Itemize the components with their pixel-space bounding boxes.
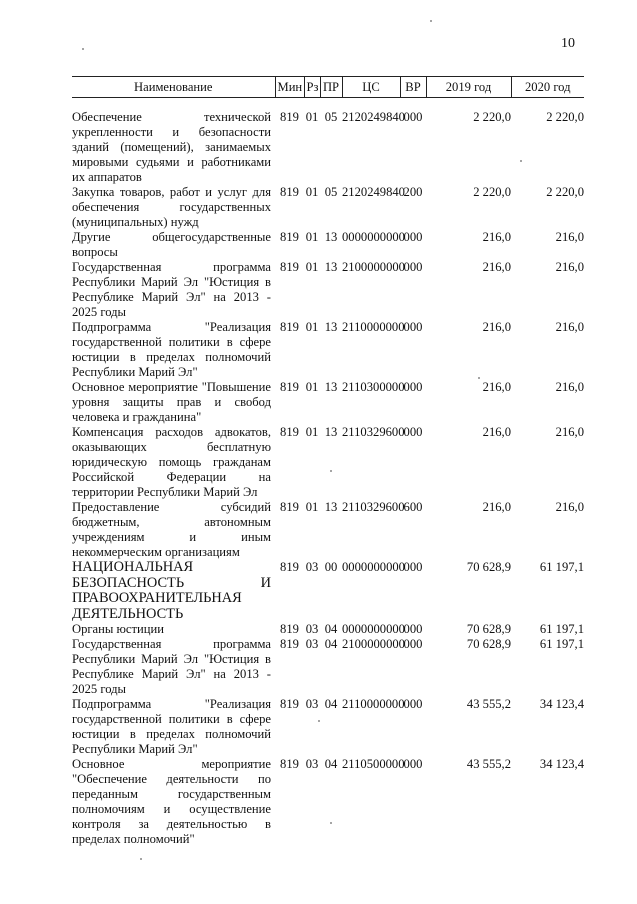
- cell-rz: 03: [305, 637, 319, 651]
- cell-name: Закупка товаров, работ и услуг для обеспечения государственных (муниципальных) нужд: [72, 185, 271, 229]
- cell-rz: 01: [305, 425, 319, 439]
- cell-min: 819: [280, 757, 299, 771]
- cell-name: НАЦИОНАЛЬНАЯ БЕЗОПАСНОСТЬ И ПРАВООХРАНИТЕЛЬНАЯ ДЕЯТЕЛЬНОСТЬ: [72, 559, 271, 622]
- table-row: [72, 500, 584, 560]
- header-name: Наименование: [72, 77, 275, 98]
- cell-pr: 13: [324, 380, 338, 394]
- cell-vr: 000: [403, 697, 423, 711]
- cell-cs: 2110000000: [342, 697, 405, 711]
- cell-name: Предоставление субсидий бюджетным, автономным учреждениям и иным некоммерческим организациям: [72, 500, 271, 559]
- cell-rz: 01: [305, 320, 319, 334]
- cell-min: 819: [280, 320, 299, 334]
- table-row: [72, 260, 584, 320]
- cell-name: Государственная программа Республики Марий Эл "Юстиция в Республике Марий Эл" на 2013 - 2025 годы: [72, 260, 271, 319]
- cell-rz: 01: [305, 230, 319, 244]
- cell-min: 819: [280, 185, 299, 199]
- cell-cs: 2100000000: [342, 260, 405, 274]
- cell-vr: 000: [403, 622, 423, 636]
- cell-name: Основное мероприятие "Повышение уровня защиты прав и свобод человека и гражданина": [72, 380, 271, 424]
- cell-name: Обеспечение технической укрепленности и безопасности зданий (помещений), занимаемых мировыми судьями и работниками их аппаратов: [72, 110, 271, 184]
- cell-y2020: 216,0: [555, 230, 584, 244]
- cell-name: Другие общегосударственные вопросы: [72, 230, 271, 259]
- cell-y2020: 61 197,1: [539, 637, 584, 651]
- cell-vr: 000: [403, 757, 423, 771]
- cell-rz: 01: [305, 110, 319, 124]
- cell-min: 819: [280, 500, 299, 514]
- cell-y2020: 61 197,1: [539, 560, 584, 574]
- cell-rz: 01: [305, 500, 319, 514]
- table-row: [72, 697, 584, 757]
- table-row: [72, 637, 584, 697]
- cell-y2019: 70 628,9: [466, 622, 511, 636]
- cell-pr: 00: [324, 560, 338, 574]
- header-pr: ПР: [320, 77, 342, 98]
- cell-vr: 200: [403, 185, 423, 199]
- cell-y2019: 43 555,2: [466, 757, 511, 771]
- cell-min: 819: [280, 380, 299, 394]
- cell-y2020: 216,0: [555, 380, 584, 394]
- cell-y2020: 216,0: [555, 425, 584, 439]
- cell-name: Государственная программа Республики Марий Эл "Юстиция в Республике Марий Эл" на 2013 - 2025 годы: [72, 637, 271, 696]
- cell-pr: 05: [324, 185, 338, 199]
- cell-cs: 2110300000: [342, 380, 405, 394]
- cell-min: 819: [280, 697, 299, 711]
- cell-cs: 2120249840: [342, 110, 405, 124]
- table-row: [72, 185, 584, 230]
- cell-cs: 2120249840: [342, 185, 405, 199]
- cell-y2020: 216,0: [555, 260, 584, 274]
- cell-y2019: 216,0: [482, 380, 511, 394]
- cell-cs: 2110329600: [342, 500, 405, 514]
- cell-y2020: 2 220,0: [546, 185, 584, 199]
- cell-vr: 000: [403, 380, 423, 394]
- header-min: Мин: [275, 77, 304, 98]
- table-row: [72, 110, 584, 185]
- cell-y2019: 2 220,0: [473, 110, 511, 124]
- cell-y2020: 216,0: [555, 500, 584, 514]
- cell-y2019: 216,0: [482, 260, 511, 274]
- budget-table: [72, 76, 584, 847]
- cell-pr: 04: [324, 757, 338, 771]
- cell-y2019: 216,0: [482, 230, 511, 244]
- table-row: [72, 757, 584, 847]
- cell-name: Подпрограмма "Реализация государственной политики в сфере юстиции в пределах полномочий Республики Марий Эл": [72, 320, 271, 379]
- cell-y2020: 61 197,1: [539, 622, 584, 636]
- cell-pr: 13: [324, 260, 338, 274]
- header-2020: 2020 год: [511, 77, 584, 98]
- cell-name: Компенсация расходов адвокатов, оказывающих бесплатную юридическую помощь гражданам Российской Федерации на территории Республики Марий Эл: [72, 425, 271, 499]
- cell-pr: 13: [324, 320, 338, 334]
- cell-min: 819: [280, 425, 299, 439]
- cell-cs: 2100000000: [342, 637, 405, 651]
- cell-min: 819: [280, 260, 299, 274]
- table-row: [72, 230, 584, 260]
- table-row: [72, 380, 584, 425]
- cell-pr: 05: [324, 110, 338, 124]
- cell-y2019: 216,0: [482, 320, 511, 334]
- cell-y2019: 70 628,9: [466, 560, 511, 574]
- cell-name: Органы юстиции: [72, 622, 164, 636]
- cell-vr: 000: [403, 560, 423, 574]
- cell-pr: 04: [324, 622, 338, 636]
- cell-pr: 04: [324, 697, 338, 711]
- header-vr: ВР: [400, 77, 426, 98]
- cell-min: 819: [280, 637, 299, 651]
- cell-pr: 13: [324, 425, 338, 439]
- cell-pr: 13: [324, 230, 338, 244]
- page-number: 10: [561, 36, 575, 51]
- table-row: [72, 320, 584, 380]
- cell-cs: 2110500000: [342, 757, 405, 771]
- cell-y2019: 216,0: [482, 500, 511, 514]
- cell-vr: 000: [403, 637, 423, 651]
- header-cs: ЦС: [342, 77, 400, 98]
- cell-rz: 01: [305, 185, 319, 199]
- cell-y2020: 34 123,4: [539, 757, 584, 771]
- cell-pr: 13: [324, 500, 338, 514]
- header-rz: Рз: [304, 77, 320, 98]
- cell-y2019: 216,0: [482, 425, 511, 439]
- table-body: [72, 98, 584, 848]
- table-row: [72, 622, 584, 637]
- cell-rz: 03: [305, 622, 319, 636]
- cell-y2019: 2 220,0: [473, 185, 511, 199]
- cell-rz: 01: [305, 260, 319, 274]
- cell-vr: 000: [403, 260, 423, 274]
- cell-name: Основное мероприятие "Обеспечение деятельности по переданным государственным полномочиям и осуществление контроля за деятельностью в пределах полномочий": [72, 757, 271, 846]
- cell-vr: 000: [403, 230, 423, 244]
- table-row: [72, 425, 584, 500]
- cell-min: 819: [280, 230, 299, 244]
- cell-y2019: 70 628,9: [466, 637, 511, 651]
- cell-rz: 01: [305, 380, 319, 394]
- cell-cs: 0000000000: [342, 622, 405, 636]
- cell-vr: 600: [403, 500, 423, 514]
- cell-rz: 03: [305, 560, 319, 574]
- cell-y2020: 2 220,0: [546, 110, 584, 124]
- cell-min: 819: [280, 622, 299, 636]
- cell-min: 819: [280, 560, 299, 574]
- header-2019: 2019 год: [426, 77, 511, 98]
- cell-cs: 0000000000: [342, 230, 405, 244]
- cell-pr: 04: [324, 637, 338, 651]
- table-row: [72, 560, 584, 622]
- cell-vr: 000: [403, 425, 423, 439]
- cell-cs: 2110000000: [342, 320, 405, 334]
- cell-y2020: 216,0: [555, 320, 584, 334]
- cell-rz: 03: [305, 757, 319, 771]
- cell-cs: 2110329600: [342, 425, 405, 439]
- cell-rz: 03: [305, 697, 319, 711]
- cell-cs: 0000000000: [342, 560, 405, 574]
- cell-vr: 000: [403, 110, 423, 124]
- cell-y2020: 34 123,4: [539, 697, 584, 711]
- cell-min: 819: [280, 110, 299, 124]
- cell-vr: 000: [403, 320, 423, 334]
- table-header-row: [72, 77, 584, 98]
- cell-name: Подпрограмма "Реализация государственной политики в сфере юстиции в пределах полномочий Республики Марий Эл": [72, 697, 271, 756]
- cell-y2019: 43 555,2: [466, 697, 511, 711]
